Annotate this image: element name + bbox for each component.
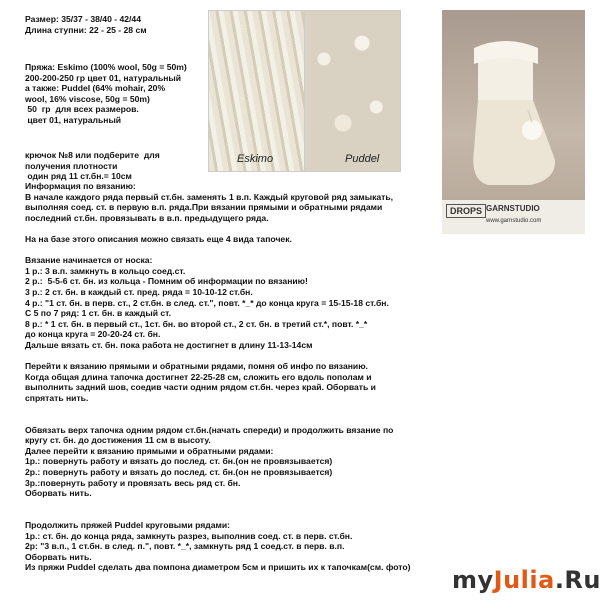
brand-bar xyxy=(442,200,585,234)
slipper-illustration xyxy=(460,40,560,200)
puddel-yarn-image xyxy=(304,10,401,172)
yarn-text: Пряжа: Eskimo (100% wool, 50g = 50m) 200-200-250 гр цвет 01, натуральный а также: Puddel (64% mohair, 20% wool, 16% viscose, 50g = 50m) 50 гр для всех размеров. цвет 01, натуральный xyxy=(25,62,187,125)
garnstudio-url: www.garnstudio.com xyxy=(486,218,542,224)
puddel-label: Puddel xyxy=(345,153,380,165)
instructions-text: Информация по вязанию: В начале каждого ряда первый ст.бн. заменять 1 в.п. Каждый круговой ряд замыкать, выполняя соед. ст. в первую в.п. ряда.При вязании прямыми и обратными рядами последний ст.бн. провязывать в в.п. предыдущего ряда. На на базе этого описания можно связать еще 4 вида тапочек. Вязание начинается от носка: 1 р.: 3 в.п. замкнуть в кольцо соед.ст. 2 р.: 5-5-6 ст. бн. из кольца - Помним об информации по вязанию! 3 р.: 2 ст. бн. в каждый ст. пред. ряда = 10-10-12 ст.бн. 4 р.: "1 ст. бн. в перв. ст., 2 ст.бн. в след. ст.", повт. *_* до конца круга = 15-15-18 ст.бн. С 5 по 7 ряд: 1 ст. бн. в каждый ст. 8 р.: * 1 ст. бн. в первый ст., 1ст. бн. во второй ст., 2 ст. бн. в третий ст.*, повт. *_* до конца круга = 20-20-24 ст. бн. Дальше вязать ст. бн. пока работа не достигнет в длину 11-13-14см Перейти к вязанию прямыми и обратными рядами, помня об инфо по вязанию. Когда общая длина тапочка достигнет 22-25-28 см, сложить его вдоль пополам и выполнить задний шов, соедив части одним рядом ст.бн. через край. Оборвать и спрятать нить. Обвязать верх тапочка одним рядом ст.бн.(начать спереди) и продолжить вязание по кругу ст. бн. до достижения 11 см в высоту. Далее перейти к вязанию прямыми и обратными рядами: 1р.: повернуть работу и вязать до послед. ст. бн.(он не провязывается) 2р.: повернуть работу и вязать до послед. ст. бн.(он не провязывается) 3р.:повернуть работу и провязать весь ряд ст. бн. Оборвать нить. Продолжить пряжей Puddel круговыми рядами: 1р.: ст. бн. до конца ряда, замкнуть разрез, выполнив соед. ст. в перв. ст.бн. 2р: "3 в.п., 1 ст.бн. в след. п.", повт. *_*, замкнуть ряд 1 соед.ст. в перв. в.п. Оборвать нить. Из пряжи Puddel сделать два помпона диаметром 5см и пришить их к тапочкам(см. фото) xyxy=(25,181,411,573)
eskimo-yarn-image xyxy=(208,10,305,172)
size-text: Размер: 35/37 - 38/40 - 42/44 Длина ступни: 22 - 25 - 28 см xyxy=(25,14,147,35)
eskimo-label: Eskimo xyxy=(237,153,274,165)
garnstudio-logo: GARNSTUDIO xyxy=(486,204,540,213)
hook-text: крючок №8 или подберите для получения плотности один ряд 11 ст.бн.= 10см xyxy=(25,150,160,182)
myjulia-watermark: myJulia.Ru xyxy=(451,566,601,594)
drops-logo: DROPS xyxy=(446,204,486,218)
slipper-photo xyxy=(442,10,585,234)
